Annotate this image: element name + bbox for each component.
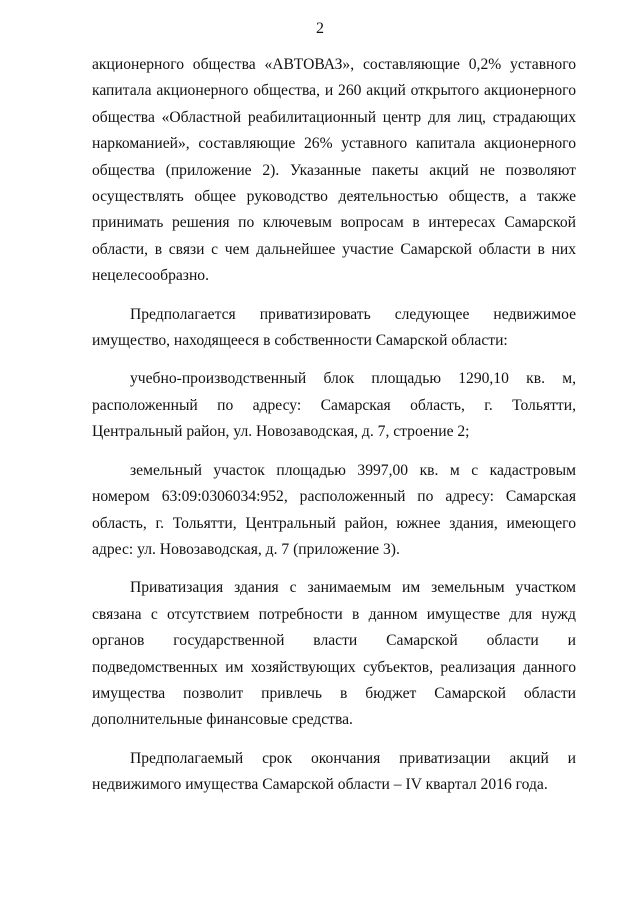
paragraph-shares-continuation: акционерного общества «АВТОВАЗ», составляющие 0,2% уставного капитала акционерного общества, и 260 акций открытого акционерного общества «Областной реабилитационный центр для лиц, страдающих наркоманией», составляющие 26% уставного капитала акционерного общества (приложение 2). Указанные пакеты акций не позволяют осуществлять общее руководство деятельностью обществ, а также принимать решения по ключевым вопросам в интересах Самарской области, в связи с чем дальнейшее участие Самарской области в них нецелесообразно.	[92, 56, 576, 285]
paragraph-training-block: учебно-производственный блок площадью 1290,10 кв. м, расположенный по адресу: Самарская область, г. Тольятти, Центральный район, ул. Новозаводская, д. 7, строение 2;	[92, 370, 576, 441]
paragraph-real-estate-intro: Предполагается приватизировать следующее недвижимое имущество, находящееся в собственности Самарской области:	[92, 305, 576, 350]
page-number: 2	[316, 20, 324, 37]
document-body	[92, 52, 576, 799]
paragraph-deadline: Предполагаемый срок окончания приватизации акций и недвижимого имущества Самарской области – IV квартал 2016 года.	[92, 749, 576, 794]
paragraph-privatization-reason: Приватизация здания с занимаемым им земельным участком связана с отсутствием потребности в данном имуществе для нужд органов государственной власти Самарской области и подведомственных им хозяйствующих субъектов, реализация данного имущества позволит привлечь в бюджет Самарской области дополнительные финансовые средства.	[92, 579, 576, 729]
paragraph-land-plot: земельный участок площадью 3997,00 кв. м с кадастровым номером 63:09:0306034:952, расположенный по адресу: Самарская область, г. Тольятти, Центральный район, южнее здания, имеющего адрес: ул. Новозаводская, д. 7 (приложение 3).	[92, 461, 576, 558]
